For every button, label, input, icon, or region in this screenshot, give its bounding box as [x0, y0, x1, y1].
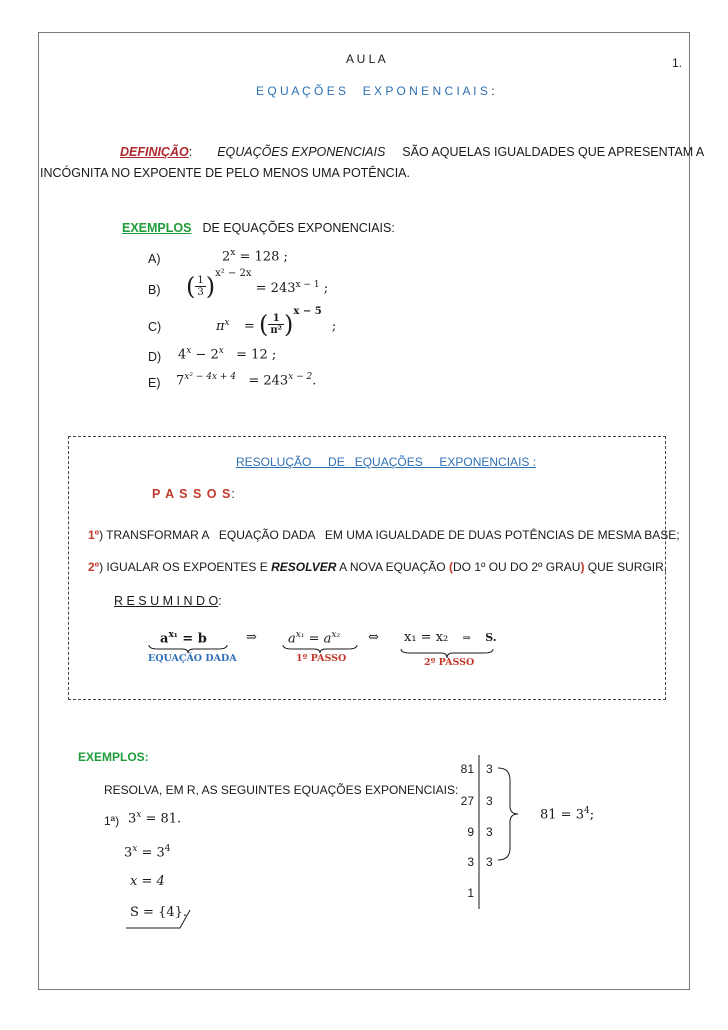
step-1: [88, 528, 680, 542]
examples-text: DE EQUAÇÕES EXPONENCIAIS:: [202, 221, 395, 235]
example-e-base: 7: [176, 373, 185, 389]
definition-line2: INCÓGNITA NO EXPOENTE DE PELO MENOS UMA POTÊNCIA.: [40, 166, 410, 180]
page-title: [256, 84, 495, 98]
ex1-line2-exp2: 4: [164, 844, 171, 854]
example-c-rhs-exp: x − 5: [293, 306, 322, 317]
example-d-rhs: = 12 ;: [236, 347, 277, 363]
factor-d-2: 3: [486, 825, 493, 839]
definition-text1: SÃO AQUELAS IGUALDADES QUE APRESENTAM A: [402, 145, 705, 159]
example-a-exp: x: [230, 248, 236, 258]
ex1-line2-base: 3: [124, 845, 133, 861]
definition-term: EQUAÇÕES EXPONENCIAIS: [217, 145, 386, 159]
example-b-exp: x² − 2x: [215, 268, 252, 279]
definition-line1: [120, 145, 704, 159]
ex1-label: 1ª): [104, 814, 120, 828]
step-2-num: 2º: [88, 560, 100, 574]
page-number: 1.: [672, 56, 683, 70]
example-b-frac-num: 1: [197, 275, 204, 286]
worked-instruction: RESOLVA, EM R, AS SEGUINTES EQUAÇÕES EXPONENCIAIS:: [104, 783, 459, 797]
example-c-frac-den: π²: [270, 325, 283, 336]
factorization-result-end: ;: [589, 807, 595, 823]
example-c-frac-num: 1: [268, 313, 284, 325]
step-2-paren-open: (: [448, 560, 453, 574]
example-c-letter: C): [148, 320, 162, 334]
ex1-equation: [128, 810, 181, 826]
factor-brace: [496, 766, 522, 862]
ex1-exp: x: [136, 810, 142, 820]
example-d-letter: D): [148, 350, 162, 364]
summary-eq-dada-rhs: = b: [177, 631, 207, 647]
ex1-rhs: = 81.: [141, 811, 182, 827]
factor-n-3: 3: [467, 855, 474, 869]
answer-checkmark-underline: [124, 906, 194, 930]
summary-passo1-label: 1º PASSO: [296, 653, 347, 664]
example-e-rhs-exp: x − 2: [288, 372, 313, 382]
summary-passo1-exp2: x₂: [331, 630, 341, 640]
factorization-result-exp: 4: [583, 806, 590, 816]
factor-n-1: 27: [460, 794, 474, 808]
example-b-equation: ( $\frac{1}{3}$ )$^{x^2 - 2x} = 243^{x - 1}$ ;: [186, 268, 329, 301]
summary-eq-dada-exp: x₁: [168, 630, 178, 640]
step-2: [88, 560, 667, 574]
example-d-exp1: x: [186, 346, 192, 356]
ex1-line2: [124, 844, 171, 860]
example-c-base: π: [216, 319, 225, 334]
worked-examples-label: EXEMPLOS:: [78, 750, 149, 764]
example-e-equation: [176, 372, 316, 388]
example-d-minus: − 2: [195, 347, 219, 363]
factorization-result: [540, 806, 594, 822]
resumo-colon: :: [218, 594, 222, 608]
example-b-end: ;: [323, 281, 329, 296]
resumo-label: R E S U M I N D O: [114, 594, 219, 608]
factor-d-1: 3: [486, 794, 493, 808]
passos-heading: [152, 487, 235, 501]
passos-label: P A S S O S: [152, 487, 232, 501]
example-d-equation: [178, 346, 276, 362]
summary-passo2-s: S.: [485, 631, 497, 644]
example-d-exp2: x: [218, 346, 224, 356]
summary-iff: ⇔: [368, 630, 379, 645]
passos-colon: :: [231, 487, 235, 501]
ex1-line3: x = 4: [130, 874, 165, 889]
example-d-expr: 4: [178, 347, 187, 363]
step-1-num: 1º: [88, 528, 100, 542]
factor-d-0: 3: [486, 762, 493, 776]
summary-arrow1: ⇒: [246, 630, 257, 645]
example-e-rhs: = 243: [248, 373, 289, 389]
step-2-text-a: ) IGUALAR OS EXPOENTES E: [99, 560, 268, 574]
aula-heading: A U L A: [346, 52, 386, 66]
summary-passo1-eq: = a: [304, 631, 332, 647]
page-title-text: E Q U A Ç Õ E S E X P O N E N C I A I S: [256, 84, 488, 98]
example-c-eq: =: [243, 319, 255, 334]
ex1-line2-exp: x: [132, 844, 138, 854]
factor-n-2: 9: [467, 825, 474, 839]
example-c-equation: $\pi^x$ = ( $\frac{1}{\text{π²}}$ )$^{x - 5}$ ;: [216, 306, 337, 339]
summary-passo1-exp1: x₁: [295, 630, 305, 640]
definition-label: DEFINIÇÃO: [120, 145, 189, 159]
summary-eq-dada-base: a: [160, 631, 169, 647]
ex1-base: 3: [128, 811, 137, 827]
factor-n-0: 81: [460, 762, 474, 776]
example-a-letter: A): [148, 252, 161, 266]
factor-n-4: 1: [467, 886, 474, 900]
resumo-heading: [114, 594, 222, 608]
example-a-equation: [222, 248, 288, 264]
example-c-exp: x: [224, 317, 230, 328]
step-2-text-d: QUE SURGIR.: [587, 560, 668, 574]
summary-passo2-expr: x₁ = x₂: [404, 630, 449, 645]
definition-colon: :: [188, 145, 193, 159]
examples-label: EXEMPLOS: [122, 221, 192, 235]
resolution-title: RESOLUÇÃO DE EQUAÇÕES EXPONENCIAIS :: [236, 455, 537, 469]
summary-passo1-base: a: [288, 631, 296, 647]
factorization-result-text: 81 = 3: [540, 807, 584, 823]
example-b-frac-den: 3: [197, 287, 204, 298]
example-a-rhs: = 128 ;: [239, 249, 288, 265]
summary-passo2-label: 2º PASSO: [424, 657, 475, 668]
step-2-paren-close: ): [580, 560, 585, 574]
summary-arrow2: ⇒: [462, 633, 471, 644]
ex1-line2-mid: = 3: [137, 845, 165, 861]
example-c-end: ;: [331, 319, 337, 334]
page-title-colon: :: [491, 84, 495, 98]
example-e-letter: E): [148, 376, 161, 390]
ex1-line4: S = {4}.: [130, 905, 188, 920]
step-2-text-b: A NOVA EQUAÇÃO: [339, 560, 446, 574]
summary-eq-dada-label: EQUAÇÃO DADA: [148, 653, 237, 664]
example-b-rhs: = 243: [255, 281, 296, 296]
factor-d-3: 3: [486, 855, 493, 869]
summary-passo2: [404, 630, 497, 645]
examples-heading: [122, 221, 395, 235]
step-2-resolver: RESOLVER: [271, 560, 337, 574]
step-2-text-c: DO 1º OU DO 2º GRAU: [452, 560, 581, 574]
example-e-exp: x² − 4x + 4: [184, 372, 237, 382]
step-1-text: ) TRANSFORMAR A EQUAÇÃO DADA EM UMA IGUALDADE DE DUAS POTÊNCIAS DE MESMA BASE;: [99, 528, 680, 542]
example-b-rhs-exp: x − 1: [295, 279, 320, 290]
example-a-base: 2: [222, 249, 231, 265]
example-e-end: .: [312, 373, 317, 389]
factorization-divider: [478, 755, 480, 909]
example-b-letter: B): [148, 283, 161, 297]
